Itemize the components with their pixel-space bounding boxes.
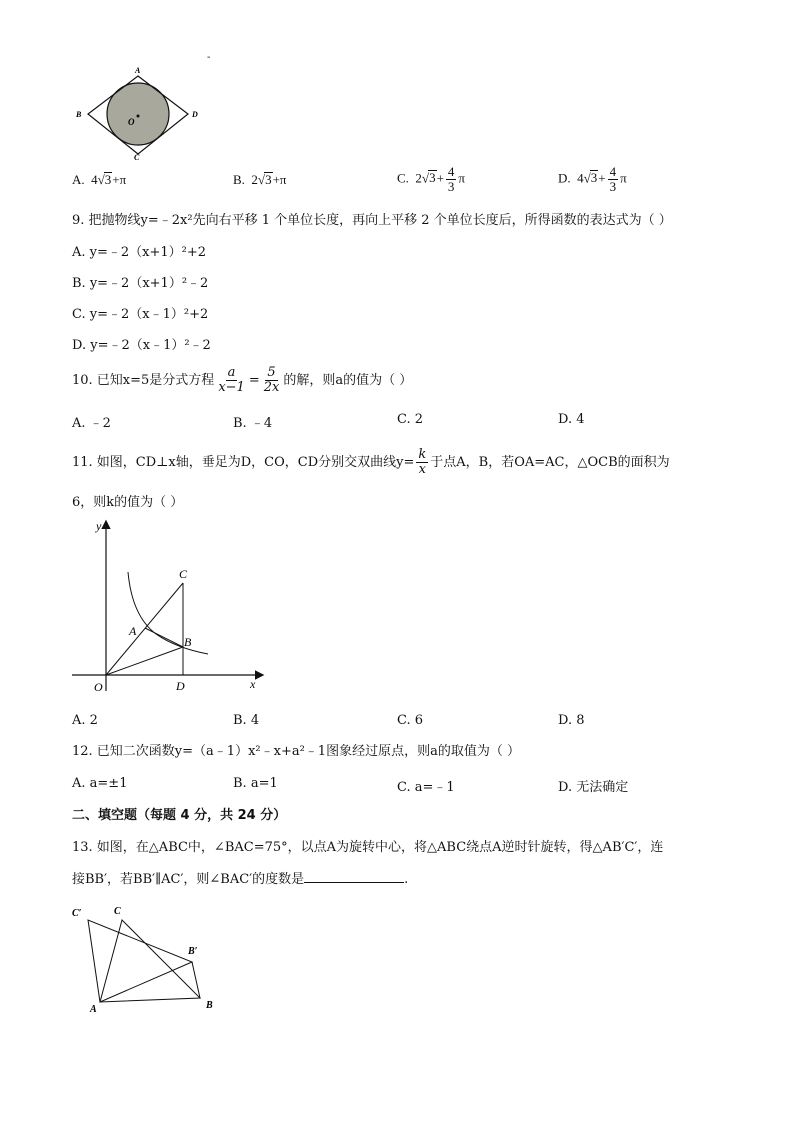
q11-label-O: O <box>94 680 103 694</box>
q9-option-a[interactable]: A. y=﹣2（x+1）²+2 <box>72 245 207 260</box>
q8-label-O: O <box>128 117 135 127</box>
q8-option-c-letter: C. <box>397 170 409 186</box>
q11-frac-num: k <box>418 447 427 462</box>
q12-option-d[interactable]: D. 无法确定 <box>558 780 629 795</box>
q8-option-a-tail: +π <box>112 172 127 187</box>
q8-option-a-letter: A. <box>72 172 85 187</box>
q13-label-C: C <box>114 906 121 917</box>
q9-option-b[interactable]: B. y=﹣2（x+1）²﹣2 <box>72 276 209 291</box>
q10-eq: = <box>248 373 260 388</box>
q13-stem-end: . <box>404 872 409 887</box>
q11-frac-den: x <box>418 462 426 477</box>
q10-option-a[interactable]: A. ﹣2 <box>72 416 111 431</box>
q8-option-b[interactable]: B. 2√3+π <box>233 172 287 187</box>
q8-label-D: D <box>192 110 198 119</box>
q8-option-b-tail: +π <box>272 172 287 187</box>
q12-option-b[interactable]: B. a=1 <box>233 776 278 791</box>
q10-option-b[interactable]: B. ﹣4 <box>233 416 273 431</box>
q8-label-A: A <box>135 66 141 75</box>
q11-option-a[interactable]: A. 2 <box>72 713 98 728</box>
q13-stem: 13. 如图，在△ABC中，∠BAC=75°，以点A为旋转中心，将△ABC绕点A逆时针旋转，得△AB′C′，连 <box>72 840 664 855</box>
q10-frac1-den: x−1 <box>218 380 245 395</box>
q13-figure <box>68 900 228 1020</box>
q11-label-B: B <box>184 635 192 649</box>
q12-stem: 12. 已知二次函数y=（a﹣1）x²﹣x+a²﹣1图象经过原点，则a的取值为（ ） <box>72 744 520 759</box>
q8-option-a-int: 4 <box>91 172 98 187</box>
q13-answer-blank[interactable] <box>304 870 404 883</box>
q13-stem-b: 接BB′，若BB′∥AC′，则∠BAC′的度数是 <box>72 872 305 887</box>
q8-option-c-int: 2 <box>415 170 422 186</box>
q8-option-d-plus: + <box>598 170 606 186</box>
q13-label-Bprime: B′ <box>188 946 198 957</box>
q8-option-d-letter: D. <box>558 170 571 186</box>
q8-option-c-fden: 3 <box>447 179 455 194</box>
q8-option-b-rad: 3 <box>265 172 272 187</box>
q8-option-d-fnum: 4 <box>609 164 617 179</box>
q11-stem-a: 11. 如图，CD⊥x轴，垂足为D，CO，CD分别交双曲线y= <box>72 455 415 470</box>
q12-option-c[interactable]: C. a=﹣1 <box>397 780 455 795</box>
q8-option-c-rad: 3 <box>429 170 436 186</box>
q9-stem: 9. 把抛物线y=﹣2x²先向右平移 1 个单位长度，再向上平移 2 个单位长度后，所得函数的表达式为（ ） <box>72 213 672 228</box>
q8-option-d-tail: π <box>620 170 627 186</box>
q10-frac2-den: 2x <box>263 380 280 395</box>
q10-stem <box>72 366 412 395</box>
q8-label-B: B <box>76 110 82 119</box>
q8-figure <box>70 62 210 162</box>
q10-option-d[interactable]: D. 4 <box>558 412 585 427</box>
section-2-title: 二、填空题（每题 4 分，共 24 分） <box>72 808 287 823</box>
q8-option-d[interactable]: D. 4√3+ $\frac{4}{3}$ π <box>558 164 627 194</box>
q13-triangle-ABC <box>100 920 200 1002</box>
q11-stem <box>72 448 670 477</box>
q10-frac2-num: 5 <box>267 365 276 380</box>
q13-label-Cprime: C′ <box>72 908 82 919</box>
q11-figure <box>66 516 266 696</box>
q11-option-d[interactable]: D. 8 <box>558 713 585 728</box>
q12-option-a[interactable]: A. a=±1 <box>72 776 128 791</box>
q8-option-c-tail: π <box>458 170 465 186</box>
q9-option-d[interactable]: D. y=﹣2（x﹣1）²﹣2 <box>72 338 211 353</box>
q8-mark: - <box>207 52 211 63</box>
q13-stem-line2 <box>72 870 408 890</box>
q8-option-d-rad: 3 <box>590 170 598 186</box>
q13-label-B: B <box>206 1000 213 1011</box>
q11-label-A: A <box>129 624 137 638</box>
q8-option-c[interactable]: C. 2√3+ $\frac{4}{3}$ π <box>397 164 465 194</box>
q11-label-D: D <box>176 679 185 693</box>
q11-hyperbola <box>128 572 208 654</box>
q10-stem-b: 的解，则a的值为（ ） <box>283 373 413 388</box>
q10-frac1-num: a <box>227 365 236 380</box>
q8-option-d-fden: 3 <box>609 179 617 194</box>
q8-option-c-plus: + <box>436 170 444 186</box>
q8-label-C: C <box>134 153 140 162</box>
q11-segment-AB <box>145 628 183 647</box>
q11-option-b[interactable]: B. 4 <box>233 713 260 728</box>
q10-stem-a: 10. 已知x=5是分式方程 <box>72 373 215 388</box>
q8-option-b-letter: B. <box>233 172 245 187</box>
q8-option-b-int: 2 <box>251 172 258 187</box>
q9-option-c[interactable]: C. y=﹣2（x﹣1）²+2 <box>72 307 209 322</box>
q11-label-C: C <box>179 567 188 581</box>
q13-label-A: A <box>90 1004 97 1015</box>
q11-label-x: x <box>250 677 256 691</box>
q11-stem-b: 于点A，B，若OA=AC，△OCB的面积为 <box>430 455 670 470</box>
q11-option-c[interactable]: C. 6 <box>397 713 424 728</box>
q8-option-a[interactable]: A. 4√3+π <box>72 172 127 187</box>
q11-stem-line2: 6，则k的值为（ ） <box>72 495 184 510</box>
q8-option-d-int: 4 <box>577 170 584 186</box>
q13-segment-BBprime <box>192 962 200 998</box>
q8-option-c-fnum: 4 <box>447 164 455 179</box>
q8-option-a-rad: 3 <box>104 172 112 187</box>
q11-label-y: y <box>96 519 102 533</box>
q10-option-c[interactable]: C. 2 <box>397 412 424 427</box>
